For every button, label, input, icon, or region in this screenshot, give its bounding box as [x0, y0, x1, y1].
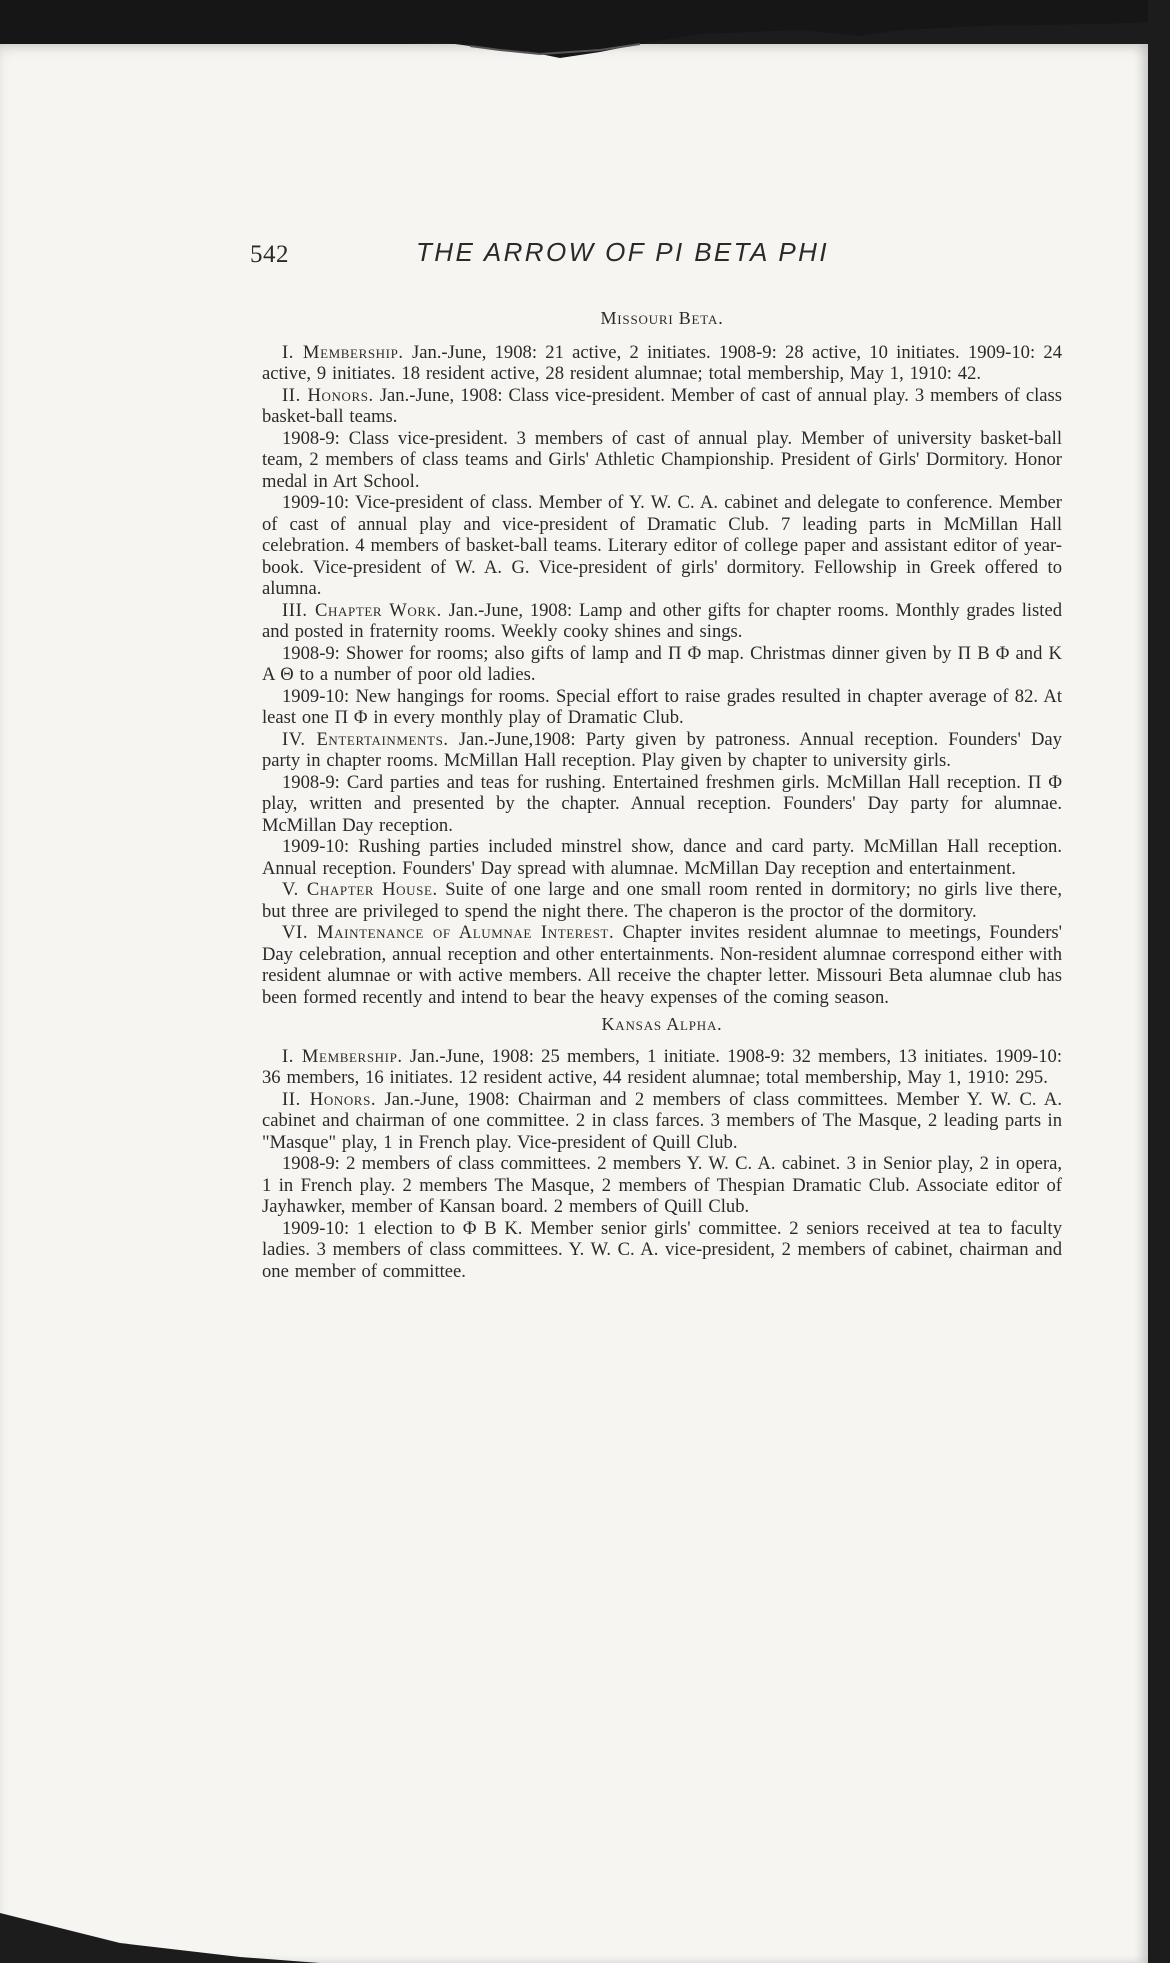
paragraph [262, 922, 1062, 1008]
right-binding-edge [1148, 0, 1170, 1963]
paragraph-label: II. Honors. [282, 384, 374, 406]
paragraph-text: 1909-10: 1 election to Φ Β Κ. Member senior girls' committee. 2 seniors received at tea to faculty ladies. 3 members of class committees. Y. W. C. A. vice-president, 2 members of cabinet, chairman and one member of committee. [262, 1217, 1062, 1282]
paragraph [262, 879, 1062, 922]
paragraph [262, 772, 1062, 837]
journal-title: THE ARROW OF PI BETA PHI [416, 237, 829, 267]
paragraph-label: III. Chapter Work. [282, 599, 442, 621]
paragraph-text: Jan.-June, 1908: Chairman and 2 members of class committees. Member Y. W. C. A. cabinet and chairman of one committee. 2 in class farces. 3 members of The Masque, 2 leading parts in "Masque" play, 1 in French play. Vice-president of Quill Club. [262, 1088, 1062, 1153]
paragraph-text: 1908-9: Class vice-president. 3 members of cast of annual play. Member of university basket-ball team, 2 members of class teams and Girls' Athletic Championship. President of Girls' Dormitory. Honor medal in Art School. [262, 427, 1062, 492]
paragraph-text: 1909-10: New hangings for rooms. Special effort to raise grades resulted in chapter average of 82. At least one Π Φ in every monthly play of Dramatic Club. [262, 685, 1062, 728]
paragraph-text: 1908-9: Shower for rooms; also gifts of lamp and Π Φ map. Christmas dinner given by Π Β Φ and Κ Α Θ to a number of poor old ladies. [262, 642, 1062, 685]
page-content [250, 236, 1063, 1282]
paragraph-text: 1908-9: Card parties and teas for rushing. Entertained freshmen girls. McMillan Hall reception. Π Φ play, written and presented by the chapter. Annual reception. Founders' Day party for alumnae. McMillan Day reception. [262, 771, 1062, 836]
paragraph [262, 428, 1062, 493]
paragraph-label: I. Membership. [282, 1045, 403, 1067]
paragraph-text: Jan.-June, 1908: 21 active, 2 initiates. 1908-9: 28 active, 10 initiates. 1909-10: 24 active, 9 initiates. 18 resident active, 28 resident alumnae; total membership, May 1, 1910: 42. [262, 341, 1063, 384]
paragraph [262, 1089, 1062, 1154]
paragraph [262, 729, 1062, 772]
running-head [250, 236, 1062, 280]
paragraph [262, 385, 1062, 428]
paragraph-label: IV. Entertainments. [282, 728, 449, 750]
section-heading-kansas-alpha: Kansas Alpha. [601, 1014, 723, 1034]
paragraph-label: V. Chapter House. [282, 879, 438, 900]
paragraph-text: Jan.-June,1908: Party given by patroness. Annual reception. Founders' Day party in chapter rooms. McMillan Hall reception. Play given by chapter to university girls. [262, 728, 1062, 771]
paragraph-label: VI. Maintenance of Alumnae Interest. [282, 922, 615, 943]
paragraph [262, 600, 1062, 643]
section-heading-missouri-beta: Missouri Beta. [600, 308, 724, 328]
paragraph-text: 1908-9: 2 members of class committees. 2 members Y. W. C. A. cabinet. 3 in Senior play, 2 in opera, 1 in French play. 2 members The Masque, 2 members of Thespian Dramatic Club. Associate editor of Jayhawker, member of Kansan board. 2 members of Quill Club. [262, 1153, 1062, 1217]
paragraph-text: Jan.-June, 1908: Class vice-president. Member of cast of annual play. 3 members of class basket-ball teams. [262, 384, 1062, 427]
paragraph [262, 1153, 1062, 1218]
paragraph-text: 1909-10: Vice-president of class. Member of Y. W. C. A. cabinet and delegate to conference. Member of cast of annual play and vice-president of Dramatic Club. 7 leading parts in McMillan Hall celebration. 4 members of basket-ball teams. Literary editor of college paper and assistant editor of year-book. Vice-president of W. A. G. Vice-president of girls' dormitory. Fellowship in Greek offered to alumna. [262, 492, 1062, 599]
paragraph-text: Jan.-June, 1908: 25 members, 1 initiate. 1908-9: 32 members, 13 initiates. 1909-10: 36 members, 16 initiates. 12 resident active, 44 resident alumnae; total membership, May 1, 1910: 295. [262, 1045, 1063, 1088]
paragraph [262, 643, 1062, 686]
paragraph [262, 1218, 1062, 1283]
paragraph-text: 1909-10: Rushing parties included minstrel show, dance and card party. McMillan Hall reception. Annual reception. Founders' Day spread with alumnae. McMillan Day reception and entertainment. [262, 836, 1062, 879]
paragraph [262, 1046, 1062, 1089]
page-number: 542 [250, 241, 289, 268]
paragraph-label: I. Membership. [282, 341, 404, 363]
paragraph-text: Suite of one large and one small room rented in dormitory; no girls live there, but three are privileged to spend the night there. The chaperon is the proctor of the dormitory. [262, 879, 1062, 922]
paragraph [262, 686, 1062, 729]
paragraph [262, 342, 1062, 385]
paragraph [262, 836, 1062, 879]
paragraph-text: Jan.-June, 1908: Lamp and other gifts for chapter rooms. Monthly grades listed and posted in fraternity rooms. Weekly cooky shines and sings. [262, 599, 1062, 642]
bottom-left-shadow [0, 1893, 320, 1963]
paragraph [262, 492, 1062, 600]
paragraph-text: Chapter invites resident alumnae to meetings, Founders' Day celebration, annual reception and other entertainments. Non-resident alumnae correspond either with resident alumnae or with active members. All receive the chapter letter. Missouri Beta alumnae club has been formed recently and intend to bear the heavy expenses of the coming season. [262, 922, 1062, 1008]
torn-top-edge [0, 0, 1170, 70]
paragraph-label: II. Honors. [282, 1088, 377, 1110]
